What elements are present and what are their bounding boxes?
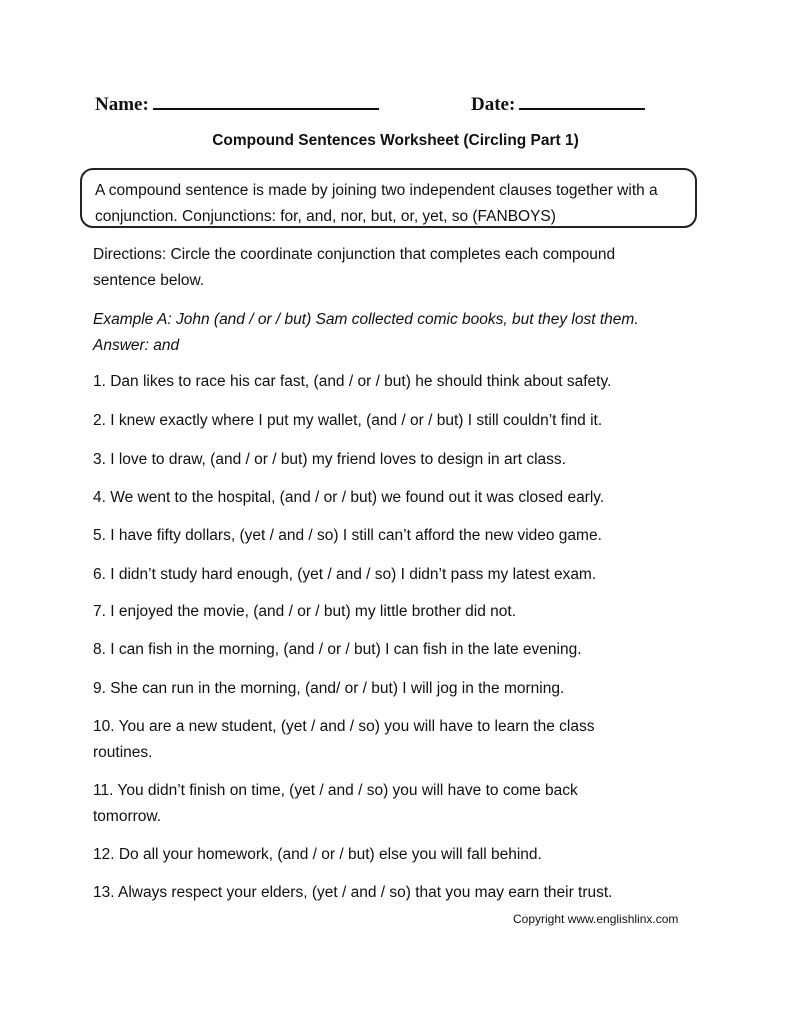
question-text: 11. You didn’t finish on time, (yet / and / so) you will have to come back xyxy=(93,782,578,799)
copyright-notice: Copyright www.englishlinx.com xyxy=(513,912,679,926)
question-text: 6. I didn’t study hard enough, (yet / and / so) I didn’t pass my latest exam. xyxy=(93,566,597,583)
definition-line-1: A compound sentence is made by joining two independent clauses together with a xyxy=(95,182,658,199)
definition-box xyxy=(80,168,697,228)
question-text: 4. We went to the hospital, (and / or / but) we found out it was closed early. xyxy=(93,489,605,506)
question-7 xyxy=(93,599,713,625)
question-5 xyxy=(93,523,713,549)
date-field[interactable] xyxy=(471,90,645,116)
question-text: 5. I have fifty dollars, (yet / and / so) I still can’t afford the new video game. xyxy=(93,527,602,544)
example-line-1: Example A: John (and / or / but) Sam collected comic books, but they lost them. xyxy=(93,311,639,328)
worksheet-header xyxy=(95,90,655,118)
name-blank-line[interactable] xyxy=(153,90,379,110)
example-line-2: Answer: and xyxy=(93,337,180,354)
example xyxy=(93,307,713,359)
question-text: 10. You are a new student, (yet / and / so) you will have to learn the class xyxy=(93,718,595,735)
question-6 xyxy=(93,562,713,588)
question-2 xyxy=(93,408,713,434)
worksheet-title: Compound Sentences Worksheet (Circling Part 1) xyxy=(212,132,579,149)
question-1 xyxy=(93,369,713,395)
question-text-continued: tomorrow. xyxy=(93,808,162,825)
question-4 xyxy=(93,485,713,511)
question-text: 8. I can fish in the morning, (and / or / but) I can fish in the late evening. xyxy=(93,641,582,658)
name-label: Name: xyxy=(95,94,149,115)
definition-line-2: conjunction. Conjunctions: for, and, nor, but, or, yet, so (FANBOYS) xyxy=(95,208,556,225)
question-text: 3. I love to draw, (and / or / but) my friend loves to design in art class. xyxy=(93,451,566,468)
question-11 xyxy=(93,778,713,830)
question-text: 12. Do all your homework, (and / or / but) else you will fall behind. xyxy=(93,846,542,863)
question-text: 13. Always respect your elders, (yet / and / so) that you may earn their trust. xyxy=(93,884,613,901)
question-10 xyxy=(93,714,713,766)
directions-line-1: Directions: Circle the coordinate conjunction that completes each compound xyxy=(93,246,616,263)
question-text: 1. Dan likes to race his car fast, (and / or / but) he should think about safety. xyxy=(93,373,612,390)
question-13 xyxy=(93,880,713,906)
date-label: Date: xyxy=(471,94,516,115)
question-8 xyxy=(93,637,713,663)
directions xyxy=(93,242,713,294)
question-text: 7. I enjoyed the movie, (and / or / but) my little brother did not. xyxy=(93,603,517,620)
question-text: 9. She can run in the morning, (and/ or / but) I will jog in the morning. xyxy=(93,680,565,697)
question-text-continued: routines. xyxy=(93,744,153,761)
question-9 xyxy=(93,676,713,702)
question-3 xyxy=(93,447,713,473)
question-text: 2. I knew exactly where I put my wallet, (and / or / but) I still couldn’t find it. xyxy=(93,412,603,429)
question-12 xyxy=(93,842,713,868)
date-blank-line[interactable] xyxy=(519,90,645,110)
directions-line-2: sentence below. xyxy=(93,272,205,289)
name-field[interactable] xyxy=(95,90,379,116)
